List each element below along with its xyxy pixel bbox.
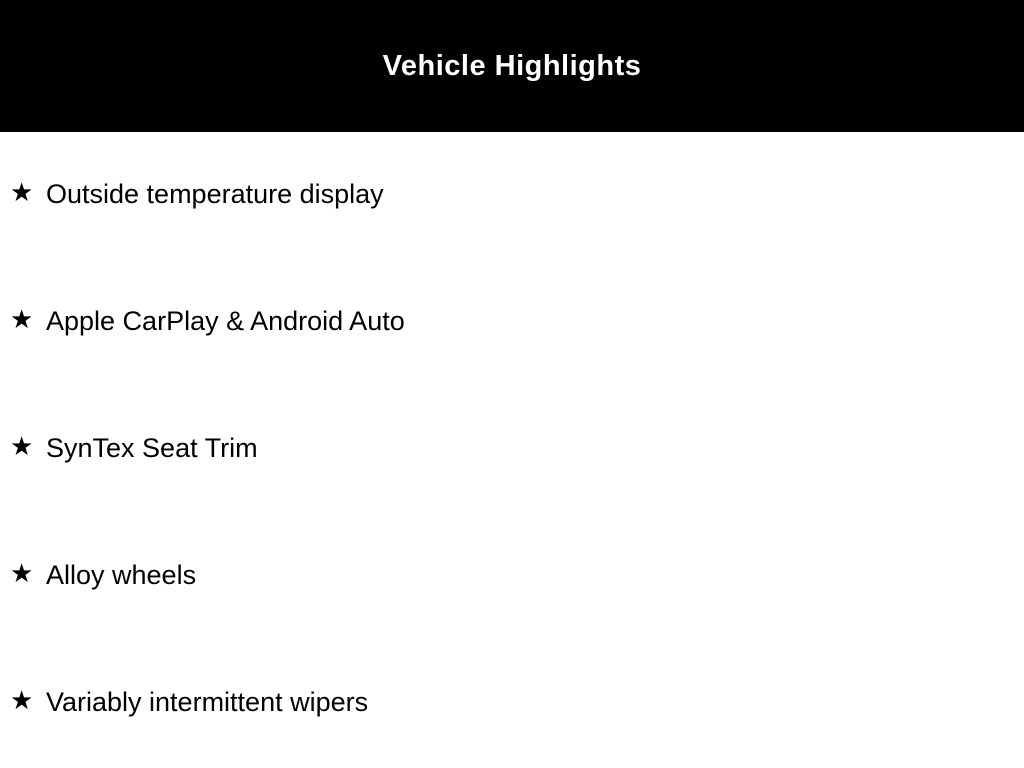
star-icon: ★	[10, 178, 34, 208]
list-item	[10, 430, 1024, 466]
list-item	[10, 684, 1024, 720]
list-item	[10, 557, 1024, 593]
list-item-label: SynTex Seat Trim	[46, 432, 258, 463]
list-item	[10, 303, 1024, 339]
star-icon: ★	[10, 432, 34, 462]
header-banner	[0, 0, 1024, 132]
star-icon: ★	[10, 559, 34, 589]
list-item-label: Apple CarPlay & Android Auto	[46, 305, 405, 336]
list-item	[10, 176, 1024, 212]
page-title: Vehicle Highlights	[382, 49, 642, 82]
star-icon: ★	[10, 686, 34, 716]
star-icon: ★	[10, 305, 34, 335]
list-item-label: Alloy wheels	[46, 559, 197, 590]
highlights-list	[0, 132, 1024, 720]
list-item-label: Outside temperature display	[46, 178, 384, 209]
list-item-label: Variably intermittent wipers	[46, 686, 369, 717]
